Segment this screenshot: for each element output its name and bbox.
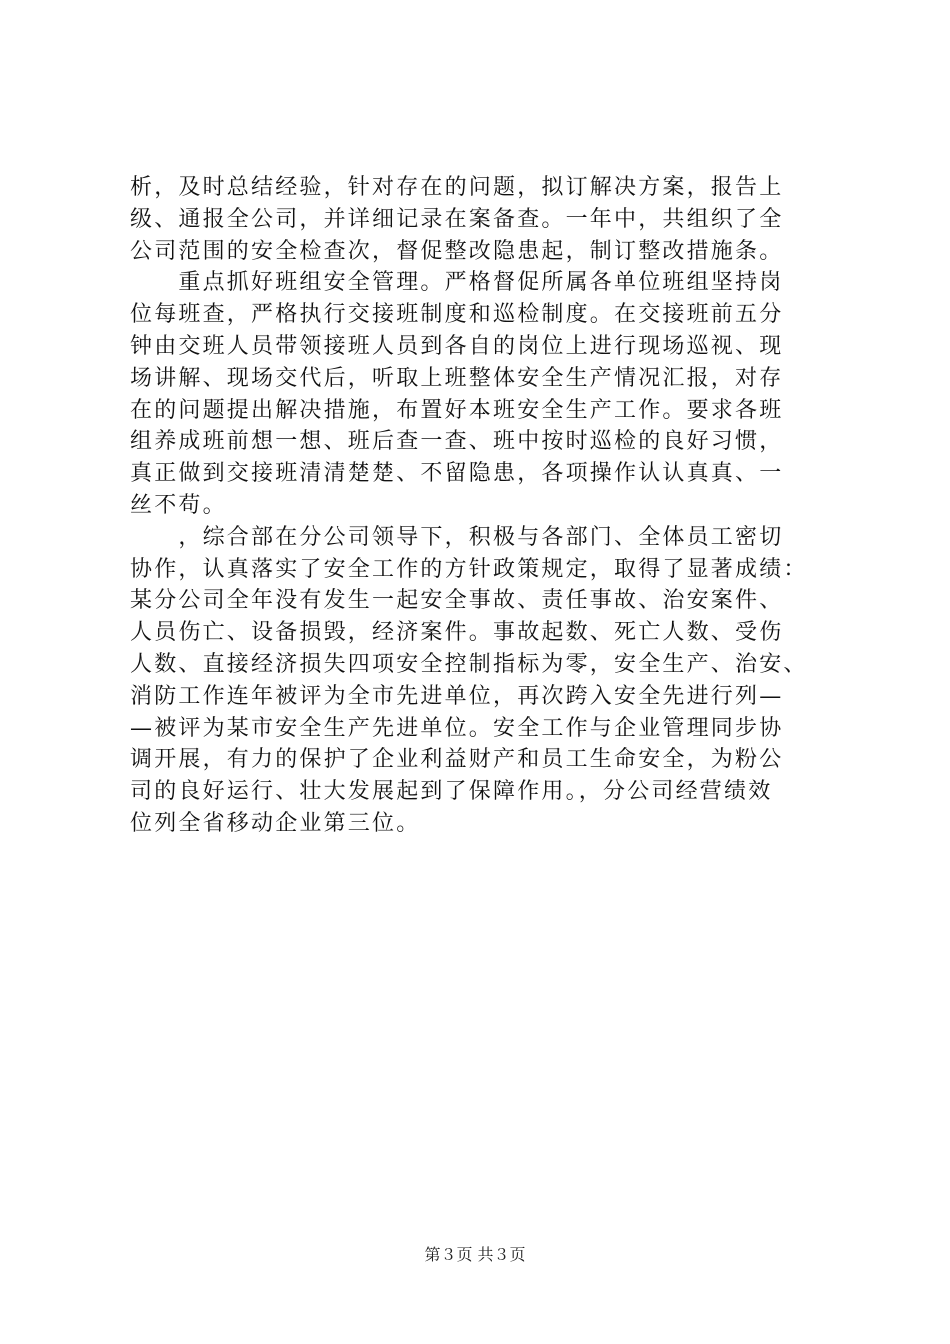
text-line: 消防工作连年被评为全市先进单位，再次跨入安全先进行列—: [130, 683, 784, 709]
text-line: 在的问题提出解决措施，布置好本班安全生产工作。要求各班: [130, 397, 784, 423]
text-line: 人数、直接经济损失四项安全控制指标为零，安全生产、治安、: [130, 651, 808, 677]
text-line: 丝不苟。: [130, 492, 227, 518]
text-line: 重点抓好班组安全管理。严格督促所属各单位班组坚持岗: [130, 270, 784, 296]
text-line: 析，及时总结经验，针对存在的问题，拟订解决方案，报告上: [130, 175, 784, 200]
text-line: 场讲解、现场交代后，听取上班整体安全生产情况汇报，对存: [130, 365, 784, 391]
text-line: 真正做到交接班清清楚楚、不留隐患，各项操作认认真真、一: [130, 461, 784, 487]
text-line: 位每班查，严格执行交接班制度和巡检制度。在交接班前五分: [130, 302, 784, 328]
text-line: 组养成班前想一想、班后查一查、班中按时巡检的良好习惯，: [130, 429, 784, 455]
text-line: 公司范围的安全检查次，督促整改隐患起，制订整改措施条。: [130, 238, 784, 264]
text-line: 某分公司全年没有发生一起安全事故、责任事故、治安案件、: [130, 588, 784, 614]
page-number-label: 第３页 共３页: [424, 1245, 526, 1264]
page-footer: [0, 1242, 950, 1265]
text-line: 协作，认真落实了安全工作的方针政策规定，取得了显著成绩：: [130, 556, 808, 582]
text-line: 位列全省移动企业第三位。: [130, 810, 421, 836]
text-line: —被评为某市安全生产先进单位。安全工作与企业管理同步协: [130, 715, 784, 741]
text-line: 调开展，有力的保护了企业利益财产和员工生命安全，为粉公: [130, 747, 784, 773]
text-line: 人员伤亡、设备损毁，经济案件。事故起数、死亡人数、受伤: [130, 620, 784, 646]
body-text: [130, 172, 830, 840]
text-line: ，综合部在分公司领导下，积极与各部门、全体员工密切: [130, 524, 784, 550]
text-line: 钟由交班人员带领接班人员到各自的岗位上进行现场巡视、现: [130, 333, 784, 359]
text-line: 司的良好运行、壮大发展起到了保障作用。，分公司经营绩效: [130, 779, 773, 805]
text-line: 级、通报全公司，并详细记录在案备查。一年中，共组织了全: [130, 206, 784, 232]
